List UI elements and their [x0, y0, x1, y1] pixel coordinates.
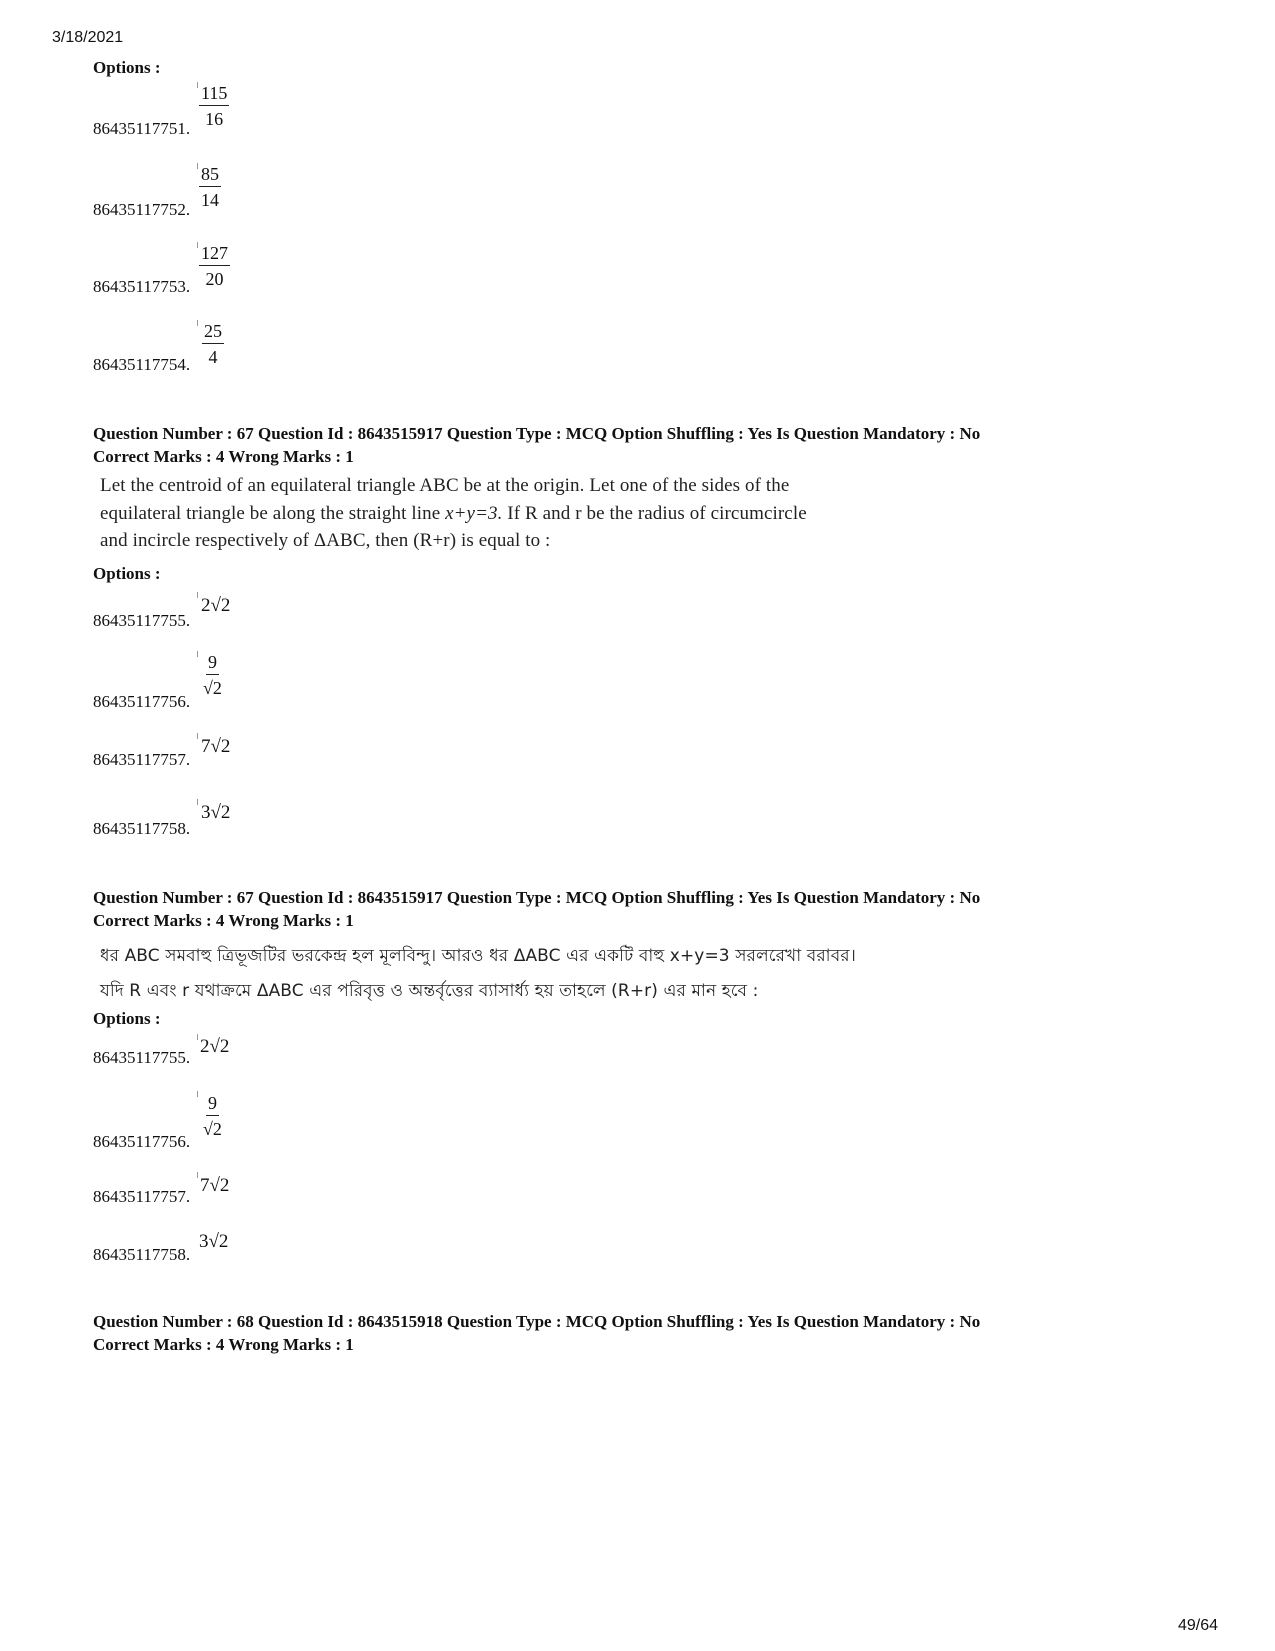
- question-meta: Question Number : 67 Question Id : 8643515917 Question Type : MCQ Option Shuffling : Yes Is Question Mandatory : No: [93, 424, 981, 443]
- option-tick: [197, 651, 198, 657]
- fraction-numerator: 115: [199, 82, 229, 106]
- option-tick: [197, 242, 198, 248]
- print-date: 3/18/2021: [52, 29, 124, 46]
- option-tick: [197, 320, 198, 326]
- option-id: 86435117758.: [93, 1245, 191, 1264]
- question-marks: Correct Marks : 4 Wrong Marks : 1: [93, 911, 354, 930]
- fraction-denominator: 4: [208, 347, 218, 367]
- option-id: 86435117753.: [93, 277, 191, 296]
- fraction-numerator: 127: [199, 242, 230, 266]
- question-marks: Correct Marks : 4 Wrong Marks : 1: [93, 447, 354, 466]
- question-meta: Question Number : 68 Question Id : 8643515918 Question Type : MCQ Option Shuffling : Yes Is Question Mandatory : No: [93, 1312, 981, 1331]
- fraction-denominator: √2: [203, 1119, 222, 1139]
- option-fraction: [199, 242, 230, 290]
- option-tick: [197, 82, 198, 88]
- option-fraction: [199, 82, 229, 130]
- question-text-segment: equilateral triangle be along the straight line: [100, 503, 446, 524]
- option-tick: [197, 733, 198, 739]
- fraction-numerator: 25: [202, 320, 224, 344]
- fraction-denominator: 14: [201, 190, 219, 210]
- option-id: 86435117751.: [93, 119, 191, 138]
- option-id: 86435117758.: [93, 819, 191, 838]
- options-label: Options :: [93, 564, 161, 583]
- option-tick: [197, 1091, 198, 1097]
- option-fraction: [203, 651, 222, 699]
- option-value: 2√2: [201, 595, 231, 616]
- option-value: 3√2: [201, 802, 231, 823]
- option-id: 86435117754.: [93, 355, 191, 374]
- option-fraction: [202, 320, 224, 368]
- fraction-numerator: 9: [206, 651, 219, 675]
- option-value: 3√2: [199, 1231, 229, 1252]
- option-id: 86435117756.: [93, 1132, 191, 1151]
- option-id: 86435117757.: [93, 750, 191, 769]
- option-id: 86435117757.: [93, 1187, 191, 1206]
- fraction-numerator: 9: [206, 1092, 219, 1116]
- fraction-denominator: 20: [205, 269, 224, 289]
- option-id: 86435117755.: [93, 611, 191, 630]
- option-tick: [197, 1034, 198, 1040]
- options-label: Options :: [93, 58, 161, 77]
- fraction-numerator: 85: [199, 163, 221, 187]
- question-text-line: যদি R এবং r যথাক্রমে ΔABC এর পরিবৃত্ত ও অন্তর্বৃত্তের ব্যাসার্ধ্য হয় তাহলে (R+r) এর মান হবে :: [100, 981, 759, 1001]
- option-tick: [197, 1172, 198, 1178]
- question-marks: Correct Marks : 4 Wrong Marks : 1: [93, 1335, 354, 1354]
- question-text-segment: If R and r be the radius of circumcircle: [502, 503, 807, 524]
- option-id: 86435117755.: [93, 1048, 191, 1067]
- option-value: 7√2: [200, 1175, 230, 1196]
- option-fraction: [203, 1092, 222, 1140]
- question-meta: Question Number : 67 Question Id : 8643515917 Question Type : MCQ Option Shuffling : Yes Is Question Mandatory : No: [93, 888, 981, 907]
- question-text-line: ধর ABC সমবাহু ত্রিভূজটির ভরকেন্দ্র হল মূলবিন্দু। আরও ধর ΔABC এর একটি বাহু x+y=3 সরলরেখা বরাবর।: [100, 946, 856, 966]
- option-tick: [197, 799, 198, 805]
- question-text-line: [100, 503, 807, 525]
- option-tick: [197, 592, 198, 598]
- question-text-line: Let the centroid of an equilateral triangle ABC be at the origin. Let one of the sides of the: [100, 475, 790, 496]
- option-value: 2√2: [200, 1036, 230, 1057]
- fraction-denominator: 16: [205, 109, 224, 129]
- question-text-line: and incircle respectively of ΔABC, then (R+r) is equal to :: [100, 530, 551, 551]
- options-label: Options :: [93, 1009, 161, 1028]
- option-id: 86435117752.: [93, 200, 191, 219]
- option-tick: [197, 163, 198, 169]
- option-value: 7√2: [201, 736, 231, 757]
- equation: x+y=3.: [445, 503, 503, 524]
- option-id: 86435117756.: [93, 692, 191, 711]
- option-fraction: [199, 163, 221, 211]
- fraction-denominator: √2: [203, 678, 222, 698]
- page-number: 49/64: [1178, 1617, 1219, 1634]
